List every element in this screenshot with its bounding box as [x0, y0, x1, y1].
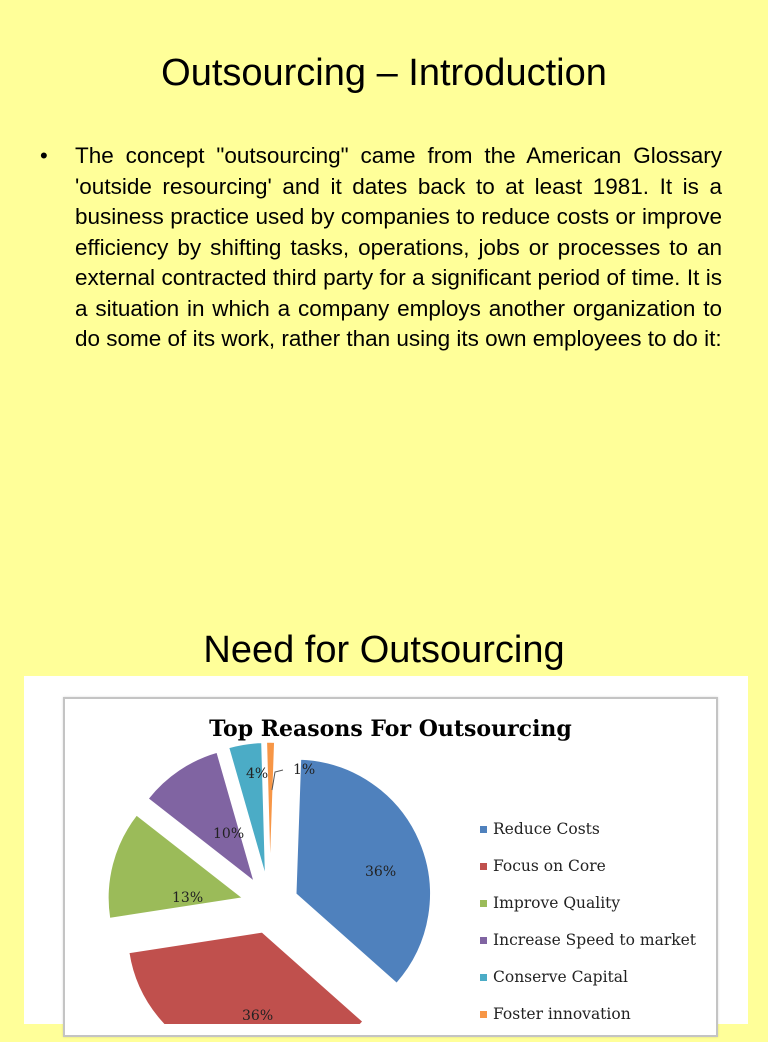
legend-swatch — [480, 937, 487, 944]
slide-title: Outsourcing – Introduction — [161, 52, 607, 94]
legend-swatch — [480, 900, 487, 907]
slice-label: 4% — [246, 766, 269, 782]
slice-label: 36% — [365, 864, 397, 880]
slice-label: 13% — [172, 890, 204, 906]
legend-label: Foster innovation — [493, 1005, 631, 1023]
pie-slice-reduce-costs — [296, 759, 431, 984]
section-title: Need for Outsourcing — [203, 629, 565, 671]
chart-title: Top Reasons For Outsourcing — [209, 716, 572, 742]
legend-label: Increase Speed to market — [493, 931, 697, 949]
legend-label: Improve Quality — [493, 894, 621, 912]
pie-slice-foster-innovation — [266, 742, 274, 877]
slice-label: 36% — [242, 1008, 274, 1024]
legend-swatch — [480, 863, 487, 870]
slice-label: 10% — [213, 826, 245, 842]
legend-swatch — [480, 826, 487, 833]
legend-label: Conserve Capital — [493, 968, 628, 986]
bullet-marker: • — [40, 143, 48, 168]
slice-label: 1% — [293, 762, 316, 778]
legend-label: Reduce Costs — [493, 820, 600, 838]
legend-swatch — [480, 974, 487, 981]
legend-swatch — [480, 1011, 487, 1018]
bullet-text: The concept "outsourcing" came from the American Glossary 'outside resourcing' and it dates back to at least 1981. It is a business practice used by companies to reduce costs or improve efficiency by shifting tasks, operations, jobs or processes to an external contracted third party for a significant period of time. It is a situation in which a company employs another organization to do some of its work, rather than using its own employees to do it: — [75, 143, 722, 351]
legend-label: Focus on Core — [493, 857, 606, 875]
